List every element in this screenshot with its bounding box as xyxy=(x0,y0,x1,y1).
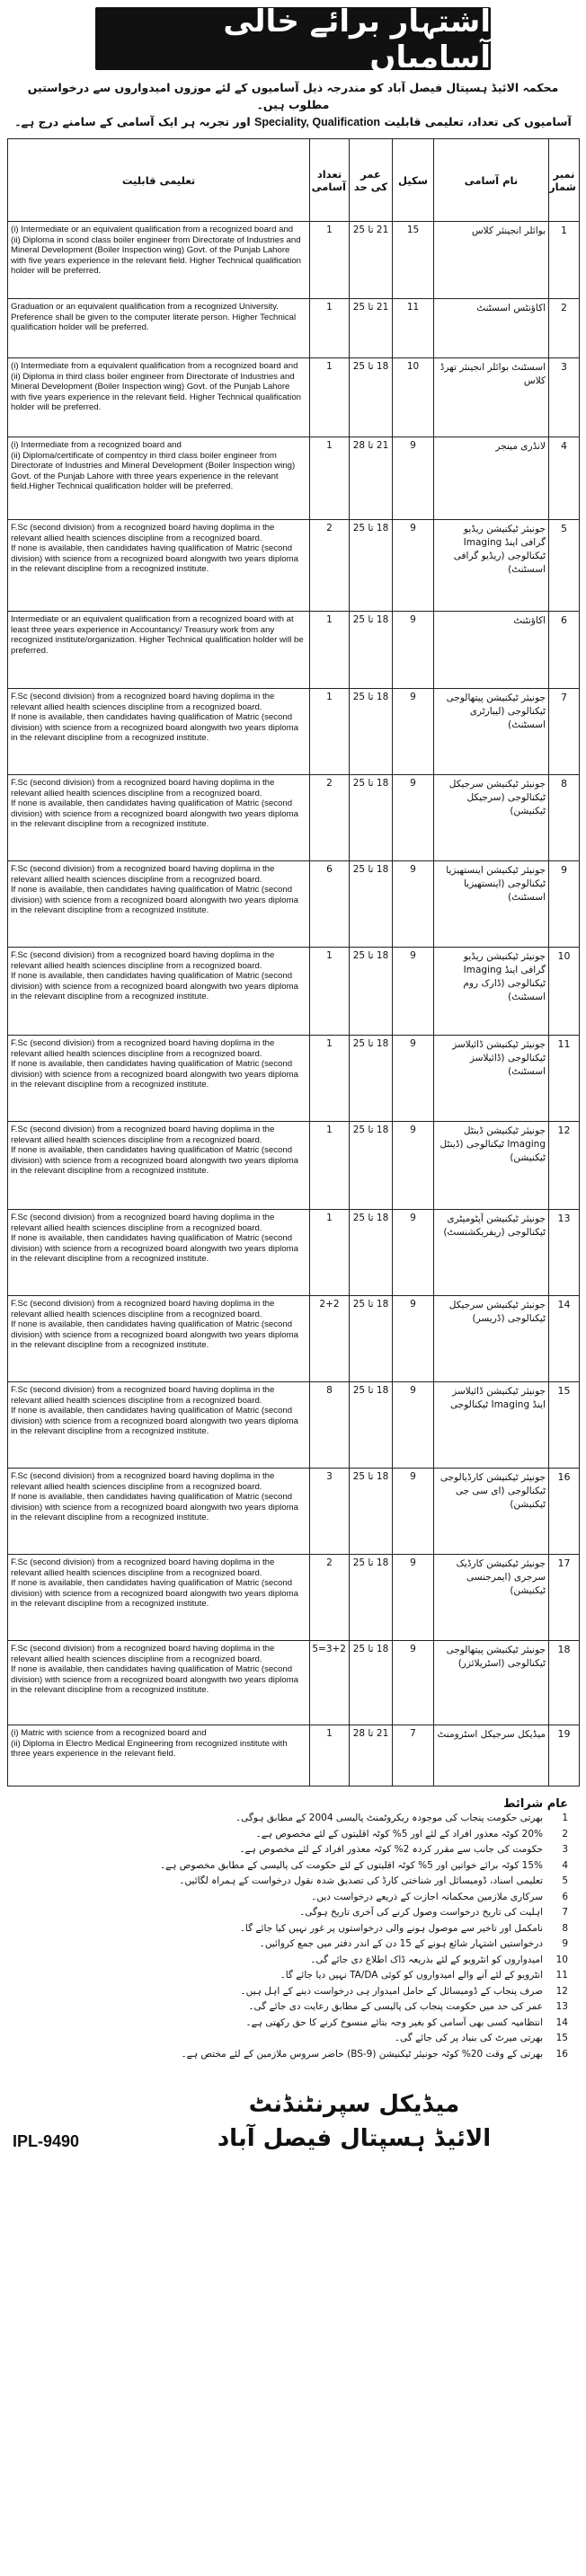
cell-serial-no: 12 xyxy=(549,1122,580,1210)
term-item xyxy=(18,1874,568,1890)
cell-age-limit: 18 تا 25 xyxy=(350,1382,393,1469)
cell-serial-no: 17 xyxy=(549,1555,580,1641)
qualification-line: F.Sc (second division) from a recognized board having doplima in the relevant allied health sciences discipline from a recognized board. xyxy=(11,1557,275,1578)
cell-qualification xyxy=(8,1036,310,1122)
cell-age-limit: 21 تا 28 xyxy=(350,437,393,520)
term-text: صرف پنجاب کے ڈومیسائل کے حامل امیدوار ہی درخواست دینے کے اہل ہیں۔ xyxy=(240,1985,543,1997)
qualification-line: (ii) Diploma in third class boiler engineer from Directorate of Industries and Mineral Development (Boiler Inspection wing) Govt. of the Punjab Lahore with five years experience in the relevant field. Higher Technical qualification holder will be preferred. xyxy=(11,371,301,413)
table-row xyxy=(8,1641,580,1725)
table-row xyxy=(8,299,580,358)
intro-line-2 xyxy=(13,113,573,131)
cell-post-name: جونیئر ٹیکنیشن کارڈیک سرجری (ایمرجنسی ٹیکنیشن) xyxy=(434,1555,549,1641)
cell-serial-no: 10 xyxy=(549,948,580,1036)
reference-number: IPL-9490 xyxy=(13,2132,80,2150)
term-text: تعلیمی اسناد، ڈومیسائل اور شناختی کارڈ کی تصدیق شدہ نقول درخواست کے ہمراہ لگائیں۔ xyxy=(179,1875,543,1886)
cell-age-limit: 18 تا 25 xyxy=(350,1122,393,1210)
cell-serial-no: 18 xyxy=(549,1641,580,1725)
term-number: 6 xyxy=(562,1891,568,1902)
cell-scale: 9 xyxy=(393,775,434,861)
table-row xyxy=(8,1296,580,1382)
term-item xyxy=(18,2031,568,2047)
signatory-title: میڈیکل سپرنٹنڈنٹ xyxy=(248,2091,460,2118)
term-text: انتظامیہ کسی بھی آسامی کو بغیر وجہ بتائے منسوخ کرنے کا حق رکھتی ہے۔ xyxy=(245,2016,543,2028)
qualification-line: F.Sc (second division) from a recognized board having doplima in the relevant allied health sciences discipline from a recognized board. xyxy=(11,864,275,885)
term-number: 9 xyxy=(562,1938,568,1949)
footer xyxy=(7,2091,579,2190)
cell-qualification xyxy=(8,1469,310,1555)
vacancies-table xyxy=(7,138,580,1786)
cell-post-name: جونیئر ٹیکنیشن ریڈیو گرافی اینڈ Imaging ٹیکنالوجی (ریڈیو گرافی اسسٹنٹ) xyxy=(434,520,549,612)
qualification-line: If none is available, then candidates having qualification of Matric (second division) with science from a recognized board alongwith two years diploma in the relevant discipline from a recognized institute. xyxy=(11,712,298,744)
cell-serial-no: 8 xyxy=(549,775,580,861)
term-item xyxy=(18,2047,568,2063)
cell-post-name: جونیئر ٹیکنیشن ڈائیلاسز اینڈ Imaging ٹیکنالوجی xyxy=(434,1382,549,1469)
cell-scale: 9 xyxy=(393,1122,434,1210)
cell-serial-no: 1 xyxy=(549,222,580,299)
qualification-line: F.Sc (second division) from a recognized board having doplima in the relevant allied health sciences discipline from a recognized board. xyxy=(11,1299,275,1319)
cell-qualification xyxy=(8,1382,310,1469)
intro-line-2-suffix: اور تجربہ ہر ایک آسامی کے سامنے درج ہے۔ xyxy=(14,115,251,128)
qualification-line: If none is available, then candidates having qualification of Matric (second division) with science from a recognized board alongwith two years diploma in the relevant discipline from a recognized institute. xyxy=(11,971,298,1002)
cell-post-name: میڈیکل سرجیکل اسٹرومنٹ xyxy=(434,1725,549,1786)
general-terms xyxy=(7,1797,579,2062)
terms-list xyxy=(18,1811,568,2062)
table-row xyxy=(8,612,580,689)
cell-qualification xyxy=(8,1122,310,1210)
cell-post-count: 2 xyxy=(310,1555,350,1641)
term-text: عمر کی حد میں حکومت پنجاب کی پالیسی کے مطابق رعایت دی جائے گی۔ xyxy=(248,2001,543,2012)
cell-post-count: 1 xyxy=(310,358,350,437)
table-row xyxy=(8,222,580,299)
qualification-line: F.Sc (second division) from a recognized board having doplima in the relevant allied health sciences discipline from a recognized board. xyxy=(11,1213,275,1233)
cell-scale: 10 xyxy=(393,358,434,437)
cell-post-name: اسسٹنٹ بوائلر انجینئر تھرڈ کلاس xyxy=(434,358,549,437)
cell-age-limit: 21 تا 28 xyxy=(350,1725,393,1786)
header-serial-no: نمبر شمار xyxy=(549,139,580,222)
cell-post-count: 1 xyxy=(310,1210,350,1296)
cell-age-limit: 18 تا 25 xyxy=(350,948,393,1036)
cell-serial-no: 19 xyxy=(549,1725,580,1786)
term-number: 3 xyxy=(562,1844,568,1855)
table-row xyxy=(8,689,580,775)
cell-post-count: 1 xyxy=(310,948,350,1036)
cell-age-limit: 18 تا 25 xyxy=(350,1210,393,1296)
term-item xyxy=(18,1953,568,1969)
cell-post-name: بوائلر انجینئر کلاس xyxy=(434,222,549,299)
cell-post-name: جونیئر ٹیکنیشن آپٹومیٹری ٹیکنالوجی (ریفریکشنسٹ) xyxy=(434,1210,549,1296)
cell-serial-no: 15 xyxy=(549,1382,580,1469)
cell-scale: 9 xyxy=(393,1036,434,1122)
term-text: بھرتی کے وقت 20% کوٹہ جونیئر ٹیکنیشن (BS-9) حاضر سروس ملازمین کے لئے مختص ہے۔ xyxy=(181,2048,543,2060)
term-text: 20% کوٹہ معذور افراد کے لئے اور 5% کوٹہ اقلیتوں کے لئے مخصوص ہے۔ xyxy=(255,1828,543,1839)
advertisement-page xyxy=(7,3,579,2569)
term-number: 11 xyxy=(555,1970,568,1981)
cell-scale: 9 xyxy=(393,1210,434,1296)
table-row xyxy=(8,1036,580,1122)
cell-post-name: لانڈری مینجر xyxy=(434,437,549,520)
qualification-line: (ii) Diploma/certificate of compentcy in third class boiler engineer from Directorate of Industries and Mineral Development (Boiler Inspection wing) Govt. of the Punjab Lahore with three years experience in the relevant field.Higher Technical qualification holder will be preferred. xyxy=(11,450,296,492)
header-post-count: تعداد آسامی xyxy=(310,139,350,222)
table-row xyxy=(8,1555,580,1641)
table-row xyxy=(8,861,580,948)
cell-qualification xyxy=(8,1555,310,1641)
cell-age-limit: 18 تا 25 xyxy=(350,358,393,437)
qualification-line: If none is available, then candidates having qualification of Matric (second division) with science from a recognized board alongwith two years diploma in the relevant discipline from a recognized institute. xyxy=(11,1406,298,1437)
cell-post-name: اکاؤنٹنٹ xyxy=(434,612,549,689)
term-text: درخواستیں اشتہار شائع ہونے کے 15 دن کے اندر دفتر میں جمع کروائیں۔ xyxy=(259,1938,543,1949)
cell-post-count: 1 xyxy=(310,299,350,358)
cell-qualification xyxy=(8,689,310,775)
cell-post-count: 8 xyxy=(310,1382,350,1469)
qualification-line: F.Sc (second division) from a recognized board having doplima in the relevant allied health sciences discipline from a recognized board. xyxy=(11,523,275,543)
cell-scale: 11 xyxy=(393,299,434,358)
term-number: 14 xyxy=(555,2016,568,2028)
table-row xyxy=(8,358,580,437)
cell-serial-no: 9 xyxy=(549,861,580,948)
qualification-line: If none is available, then candidates having qualification of Matric (second division) with science from a recognized board alongwith two years diploma in the relevant discipline from a recognized institute. xyxy=(11,1233,298,1265)
terms-title: عام شرائط xyxy=(503,1797,568,1811)
cell-scale: 9 xyxy=(393,437,434,520)
term-number: 7 xyxy=(562,1907,568,1918)
cell-qualification xyxy=(8,520,310,612)
term-text: اہلیت کی تاریخ درخواست وصول کرنے کی آخری تاریخ ہوگی۔ xyxy=(299,1907,543,1918)
cell-serial-no: 13 xyxy=(549,1210,580,1296)
cell-qualification xyxy=(8,1210,310,1296)
term-text: نامکمل اور تاخیر سے موصول ہونے والی درخواستوں پر غور نہیں کیا جائے گا۔ xyxy=(239,1922,543,1934)
table-row xyxy=(8,948,580,1036)
term-item xyxy=(18,1842,568,1858)
qualification-line: (i) Matric with science from a recognized board and xyxy=(11,1728,207,1738)
term-number: 13 xyxy=(555,2001,568,2012)
term-text: بھرتی میرٹ کی بنیاد پر کی جائے گی۔ xyxy=(394,2033,543,2043)
cell-post-name: اکاؤنٹس اسسٹنٹ xyxy=(434,299,549,358)
table-row xyxy=(8,1122,580,1210)
cell-serial-no: 6 xyxy=(549,612,580,689)
qualification-line: If none is available, then candidates having qualification of Matric (second division) with science from a recognized board alongwith two years diploma in the relevant discipline from a recognized institute. xyxy=(11,1319,298,1351)
term-item xyxy=(18,1984,568,2000)
cell-post-name: جونیئر ٹیکنیشن ریڈیو گرافی اینڈ Imaging ٹیکنالوجی (ڈارک روم اسسٹنٹ) xyxy=(434,948,549,1036)
cell-serial-no: 4 xyxy=(549,437,580,520)
qualification-line: Graduation or an equivalent qualification from a recognized University. Preference shall be given to the computer literate person. Higher Technical qualification holder will be preferred. xyxy=(11,302,297,333)
term-number: 12 xyxy=(555,1985,568,1997)
qualification-line: F.Sc (second division) from a recognized board having doplima in the relevant allied health sciences discipline from a recognized board. xyxy=(11,1385,275,1406)
cell-post-count: 1 xyxy=(310,1122,350,1210)
qualification-line: F.Sc (second division) from a recognized board having doplima in the relevant allied health sciences discipline from a recognized board. xyxy=(11,1038,275,1059)
cell-qualification xyxy=(8,358,310,437)
table-row xyxy=(8,1382,580,1469)
cell-scale: 9 xyxy=(393,520,434,612)
cell-age-limit: 18 تا 25 xyxy=(350,775,393,861)
term-number: 10 xyxy=(555,1954,568,1965)
cell-serial-no: 2 xyxy=(549,299,580,358)
cell-post-name: جونیئر ٹیکنیشن ڈینٹل Imaging ٹیکنالوجی (ڈینٹل ٹیکنیشن) xyxy=(434,1122,549,1210)
cell-qualification xyxy=(8,861,310,948)
table-body xyxy=(8,222,580,1786)
cell-age-limit: 18 تا 25 xyxy=(350,1036,393,1122)
cell-scale: 9 xyxy=(393,1641,434,1725)
cell-age-limit: 18 تا 25 xyxy=(350,1469,393,1555)
table-header-row xyxy=(8,139,580,222)
table-row xyxy=(8,520,580,612)
term-item xyxy=(18,1827,568,1843)
term-item xyxy=(18,1921,568,1937)
term-text: بھرتی حکومت پنجاب کی موجودہ ریکروٹمنٹ پالیسی 2004 کے مطابق ہوگی۔ xyxy=(235,1813,543,1823)
cell-qualification xyxy=(8,612,310,689)
term-item xyxy=(18,1905,568,1921)
cell-post-count: 2 xyxy=(310,520,350,612)
term-number: 16 xyxy=(555,2048,568,2060)
signatory-organization: الائیڈ ہسپتال فیصل آباد xyxy=(217,2125,492,2152)
cell-post-count: 3 xyxy=(310,1469,350,1555)
header-age-limit: عمر کی حد xyxy=(350,139,393,222)
banner-title: اشتہار برائے خالی آسامیاں xyxy=(95,7,491,70)
term-item xyxy=(18,2016,568,2032)
cell-scale: 9 xyxy=(393,1469,434,1555)
table-row xyxy=(8,775,580,861)
qualification-line: If none is available, then candidates having qualification of Matric (second division) with science from a recognized board alongwith two years diploma in the relevant discipline from a recognized institute. xyxy=(11,1578,298,1610)
cell-post-count: 1 xyxy=(310,1725,350,1786)
cell-post-name: جونیئر ٹیکنیشن اینستھیزیا ٹیکنالوجی (اینستھیزیا اسسٹنٹ) xyxy=(434,861,549,948)
qualification-line: (i) Intermediate or an equivalent qualification from a recognized board and xyxy=(11,225,294,234)
cell-age-limit: 18 تا 25 xyxy=(350,861,393,948)
cell-serial-no: 7 xyxy=(549,689,580,775)
term-number: 15 xyxy=(555,2033,568,2043)
term-number: 8 xyxy=(562,1922,568,1934)
cell-age-limit: 18 تا 25 xyxy=(350,1296,393,1382)
term-number: 1 xyxy=(562,1813,568,1823)
cell-post-count: 2+2 xyxy=(310,1296,350,1382)
cell-qualification xyxy=(8,437,310,520)
table-row xyxy=(8,1725,580,1786)
intro-text xyxy=(7,79,579,131)
qualification-line: Intermediate or an equivalent qualification from a recognized board with at least three years experience in Accountancy/ Treasury work from any recognized institute/organization. Higher Technical qualification holder will be preferred. xyxy=(11,614,304,656)
qualification-line: If none is available, then candidates having qualification of Matric (second division) with science from a recognized board alongwith two years diploma in the relevant discipline from a recognized institute. xyxy=(11,1059,298,1090)
intro-line-1: محکمہ الائیڈ ہسپتال فیصل آباد کو مندرجہ ذیل آسامیوں کے لئے موزوں امیدواروں سے درخواستیں مطلوب ہیں۔ xyxy=(27,81,559,111)
cell-serial-no: 11 xyxy=(549,1036,580,1122)
qualification-line: F.Sc (second division) from a recognized board having doplima in the relevant allied health sciences discipline from a recognized board. xyxy=(11,1125,275,1145)
cell-scale: 9 xyxy=(393,861,434,948)
qualification-line: (ii) Diploma in Electro Medical Engineering from recognized institute with three years experience in the relevant field. xyxy=(11,1738,288,1760)
cell-qualification xyxy=(8,775,310,861)
cell-qualification xyxy=(8,1725,310,1786)
qualification-line: (i) Intermediate from a recognized board and xyxy=(11,440,182,450)
term-text: 15% کوٹہ برائے خواتین اور 5% کوٹہ اقلیتوں کے لئے حکومت کی پالیسی کے مطابق مخصوص ہے۔ xyxy=(159,1859,543,1871)
term-number: 4 xyxy=(562,1859,568,1871)
header-post-name: نام آسامی xyxy=(434,139,549,222)
header-scale: سکیل xyxy=(393,139,434,222)
cell-post-count: 1 xyxy=(310,222,350,299)
cell-scale: 15 xyxy=(393,222,434,299)
qualification-line: F.Sc (second division) from a recognized board having doplima in the relevant allied health sciences discipline from a recognized board. xyxy=(11,692,275,712)
cell-post-name: جونیئر ٹیکنیشن کارڈیالوجی ٹیکنالوجی (ای سی جی ٹیکنیشن) xyxy=(434,1469,549,1555)
header-qualification: تعلیمی قابلیت xyxy=(8,139,310,222)
cell-scale: 9 xyxy=(393,1555,434,1641)
term-number: 5 xyxy=(562,1875,568,1886)
cell-age-limit: 18 تا 25 xyxy=(350,612,393,689)
cell-scale: 9 xyxy=(393,612,434,689)
qualification-line: F.Sc (second division) from a recognized board having doplima in the relevant allied health sciences discipline from a recognized board. xyxy=(11,1644,275,1664)
table-row xyxy=(8,1469,580,1555)
cell-serial-no: 5 xyxy=(549,520,580,612)
cell-age-limit: 18 تا 25 xyxy=(350,1641,393,1725)
qualification-line: F.Sc (second division) from a recognized board having doplima in the relevant allied health sciences discipline from a recognized board. xyxy=(11,1471,275,1492)
cell-post-count: 1 xyxy=(310,612,350,689)
qualification-line: F.Sc (second division) from a recognized board having doplima in the relevant allied health sciences discipline from a recognized board. xyxy=(11,778,275,798)
cell-scale: 7 xyxy=(393,1725,434,1786)
cell-qualification xyxy=(8,1296,310,1382)
cell-post-count: 6 xyxy=(310,861,350,948)
qualification-line: If none is available, then candidates having qualification of Matric (second division) with science from a recognized board alongwith two years diploma in the relevant discipline from a recognized institute. xyxy=(11,1145,298,1177)
cell-age-limit: 18 تا 25 xyxy=(350,689,393,775)
term-item xyxy=(18,1890,568,1906)
cell-scale: 9 xyxy=(393,689,434,775)
cell-qualification xyxy=(8,222,310,299)
cell-post-count: 1 xyxy=(310,1036,350,1122)
signature-block xyxy=(183,2091,525,2152)
term-item xyxy=(18,1858,568,1875)
cell-qualification xyxy=(8,1641,310,1725)
term-item xyxy=(18,1936,568,1953)
term-text: حکومت کی جانب سے مقرر کردہ 2% کوٹہ معذور افراد کے لئے مخصوص ہے۔ xyxy=(239,1844,543,1855)
term-item xyxy=(18,1999,568,2016)
term-text: سرکاری ملازمین محکمانہ اجازت کے ذریعے درخواست دیں۔ xyxy=(311,1891,543,1902)
cell-scale: 9 xyxy=(393,948,434,1036)
table-row xyxy=(8,1210,580,1296)
cell-post-count: 1 xyxy=(310,689,350,775)
cell-serial-no: 3 xyxy=(549,358,580,437)
cell-post-name: جونیئر ٹیکنیشن ڈائیلاسز ٹیکنالوجی (ڈائیلاسز اسسٹنٹ) xyxy=(434,1036,549,1122)
table-row xyxy=(8,437,580,520)
qualification-line: If none is available, then candidates having qualification of Matric (second division) with science from a recognized board alongwith two years diploma in the relevant discipline from a recognized institute. xyxy=(11,1492,298,1523)
cell-post-count: 3+2=5 xyxy=(310,1641,350,1725)
term-number: 2 xyxy=(562,1828,568,1839)
qualification-line: F.Sc (second division) from a recognized board having doplima in the relevant allied health sciences discipline from a recognized board. xyxy=(11,950,275,971)
qualification-line: If none is available, then candidates having qualification of Matric (second division) with science from a recognized board alongwith two years diploma in the relevant discipline from a recognized institute. xyxy=(11,885,298,916)
cell-scale: 9 xyxy=(393,1296,434,1382)
cell-post-name: جونیئر ٹیکنیشن پیتھالوجی ٹیکنالوجی (لیبارٹری اسسٹنٹ) xyxy=(434,689,549,775)
cell-scale: 9 xyxy=(393,1382,434,1469)
cell-post-name: جونیئر ٹیکنیشن پیتھالوجی ٹیکنالوجی (اسٹریلائزر) xyxy=(434,1641,549,1725)
intro-line-2-english: Speciality, Qualification xyxy=(253,116,381,128)
term-text: انٹرویو کے لئے آنے والے امیدواروں کو کوئی TA/DA نہیں دیا جائے گا۔ xyxy=(280,1970,543,1981)
cell-serial-no: 14 xyxy=(549,1296,580,1382)
cell-qualification xyxy=(8,299,310,358)
cell-serial-no: 16 xyxy=(549,1469,580,1555)
cell-post-name: جونیئر ٹیکنیشن سرجیکل ٹیکنالوجی (سرجیکل ٹیکنیشن) xyxy=(434,775,549,861)
term-text: امیدواروں کو انٹرویو کے لئے بذریعہ ڈاک اطلاع دی جائے گی۔ xyxy=(310,1954,543,1965)
cell-post-count: 2 xyxy=(310,775,350,861)
cell-post-name: جونیئر ٹیکنیشن سرجیکل ٹیکنالوجی (ڈریسر) xyxy=(434,1296,549,1382)
intro-line-2-prefix: آسامیوں کی تعداد، تعلیمی قابلیت xyxy=(384,115,572,128)
cell-post-count: 1 xyxy=(310,437,350,520)
qualification-line: If none is available, then candidates having qualification of Matric (second division) with science from a recognized board alongwith two years diploma in the relevant discipline from a recognized institute. xyxy=(11,543,298,575)
cell-age-limit: 18 تا 25 xyxy=(350,1555,393,1641)
qualification-line: If none is available, then candidates having qualification of Matric (second division) with science from a recognized board alongwith two years diploma in the relevant discipline from a recognized institute. xyxy=(11,798,298,830)
cell-qualification xyxy=(8,948,310,1036)
cell-age-limit: 21 تا 25 xyxy=(350,222,393,299)
cell-age-limit: 18 تا 25 xyxy=(350,520,393,612)
qualification-line: If none is available, then candidates having qualification of Matric (second division) with science from a recognized board alongwith two years diploma in the relevant discipline from a recognized institute. xyxy=(11,1664,298,1696)
term-item xyxy=(18,1811,568,1827)
cell-age-limit: 21 تا 25 xyxy=(350,299,393,358)
qualification-line: (ii) Diploma in scond class boiler engineer from Directorate of Industries and Mineral Development (Boiler Inspection wing) Govt. of the Punjab Lahore with five years experience in the relevant field. Higher Technical qualification holder will be preferred. xyxy=(11,234,301,277)
qualification-line: (i) Intermediate from a equivalent qualification from a recognized board and xyxy=(11,361,298,371)
term-item xyxy=(18,1968,568,1984)
